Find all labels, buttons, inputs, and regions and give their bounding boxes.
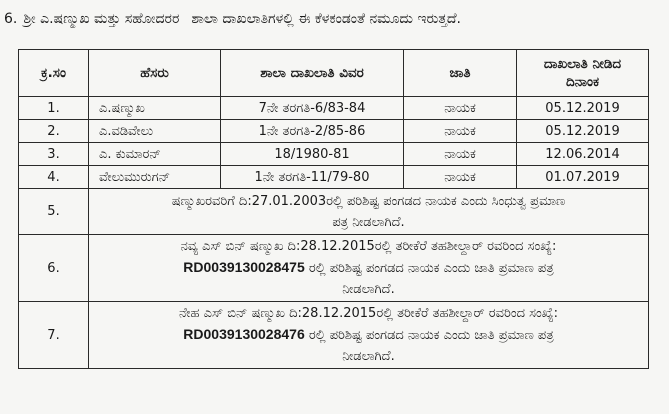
cell-note — [89, 302, 649, 369]
cell-serial: 3. — [19, 143, 89, 166]
cell-record: 1ನೇ ತರಗತಿ-11/79-80 — [221, 166, 404, 189]
cell-record: 7ನೇ ತರಗತಿ-6/83-84 — [221, 97, 404, 120]
school-records-table — [18, 49, 649, 369]
cell-serial: 6. — [19, 235, 89, 302]
header-issue-date: ದಾಖಲಾತಿ ನೀಡಿದ ದಿನಾಂಕ — [517, 50, 649, 97]
cell-name: ಎ. ಕುಮಾರನ್ — [89, 143, 221, 166]
cell-record: 18/1980-81 — [221, 143, 404, 166]
table-row — [19, 97, 649, 120]
certificate-number: RD0039130028475 — [183, 259, 305, 275]
section-number: 6. — [4, 11, 18, 27]
table-row — [19, 166, 649, 189]
note-line: ನೇಹ ಎಸ್ ಬಿನ್ ಷಣ್ಮುಖ ದಿ:28.12.2015ರಲ್ಲಿ ತರೀಕೆರೆ ತಹಶೀಲ್ದಾರ್ ರವರಿಂದ ಸಂಖ್ಯೆ: — [179, 306, 558, 321]
table-row — [19, 302, 649, 369]
note-line: ಪತ್ರ ನೀಡಲಾಗಿದೆ. — [332, 214, 405, 230]
table-row — [19, 235, 649, 302]
section-heading — [4, 9, 664, 29]
cell-serial: 7. — [19, 302, 89, 369]
note-line: ಷಣ್ಮುಖರವರಿಗೆ ದಿ:27.01.2003ರಲ್ಲಿ ಪರಿಶಿಷ್ಟ ಪಂಗಡದ ನಾಯಕ ಎಂದು ಸಿಂಧುತ್ವ ಪ್ರಮಾಣ — [171, 193, 566, 209]
certificate-number: RD0039130028476 — [183, 326, 305, 342]
cell-date: 05.12.2019 — [517, 120, 649, 143]
heading-statement: ಶಾಲಾ ದಾಖಲಾತಿಗಳಲ್ಲಿ ಈ ಕೆಳಕಂಡಂತೆ ನಮೂದು ಇರುತ್ತದೆ. — [191, 11, 461, 27]
cell-note — [89, 189, 649, 235]
cell-caste: ನಾಯಕ — [404, 120, 517, 143]
table-row — [19, 143, 649, 166]
cell-serial: 5. — [19, 189, 89, 235]
table-row — [19, 189, 649, 235]
header-record-details: ಶಾಲಾ ದಾಖಲಾತಿ ವಿವರ — [221, 50, 404, 97]
heading-subject: ಶ್ರೀ ಎ.ಷಣ್ಮುಖ ಮತ್ತು ಸಹೋದರರ — [23, 11, 180, 27]
cell-date: 12.06.2014 — [517, 143, 649, 166]
cell-caste: ನಾಯಕ — [404, 166, 517, 189]
header-caste: ಜಾತಿ — [404, 50, 517, 97]
table-header-row — [19, 50, 649, 97]
cell-caste: ನಾಯಕ — [404, 97, 517, 120]
header-serial: ಕ್ರ.ಸಂ — [19, 50, 89, 97]
cell-caste: ನಾಯಕ — [404, 143, 517, 166]
cell-name: ವೇಲುಮುರುಗನ್ — [89, 166, 221, 189]
note-line: ನೀಡಲಾಗಿದೆ. — [342, 282, 395, 297]
note-line: ನವ್ಯ ಎಸ್ ಬಿನ್ ಷಣ್ಮುಖ ದಿ:28.12.2015ರಲ್ಲಿ ತರೀಕೆರೆ ತಹಶೀಲ್ದಾರ್ ರವರಿಂದ ಸಂಖ್ಯೆ: — [180, 239, 557, 254]
cell-date: 05.12.2019 — [517, 97, 649, 120]
table-row — [19, 120, 649, 143]
note-line: ರಲ್ಲಿ ಪರಿಶಿಷ್ಟ ಪಂಗಡದ ನಾಯಕ ಎಂದು ಜಾತಿ ಪ್ರಮಾಣ ಪತ್ರ — [304, 328, 554, 343]
header-name: ಹೆಸರು — [89, 50, 221, 97]
note-line: ನೀಡಲಾಗಿದೆ. — [342, 349, 395, 364]
cell-serial: 2. — [19, 120, 89, 143]
cell-date: 01.07.2019 — [517, 166, 649, 189]
cell-name: ಎ.ವಡಿವೇಲು — [89, 120, 221, 143]
cell-serial: 4. — [19, 166, 89, 189]
cell-name: ಎ.ಷಣ್ಮುಖ — [89, 97, 221, 120]
cell-serial: 1. — [19, 97, 89, 120]
cell-record: 1ನೇ ತರಗತಿ-2/85-86 — [221, 120, 404, 143]
cell-note — [89, 235, 649, 302]
note-line: ರಲ್ಲಿ ಪರಿಶಿಷ್ಟ ಪಂಗಡದ ನಾಯಕ ಎಂದು ಜಾತಿ ಪ್ರಮಾಣ ಪತ್ರ — [304, 261, 554, 276]
